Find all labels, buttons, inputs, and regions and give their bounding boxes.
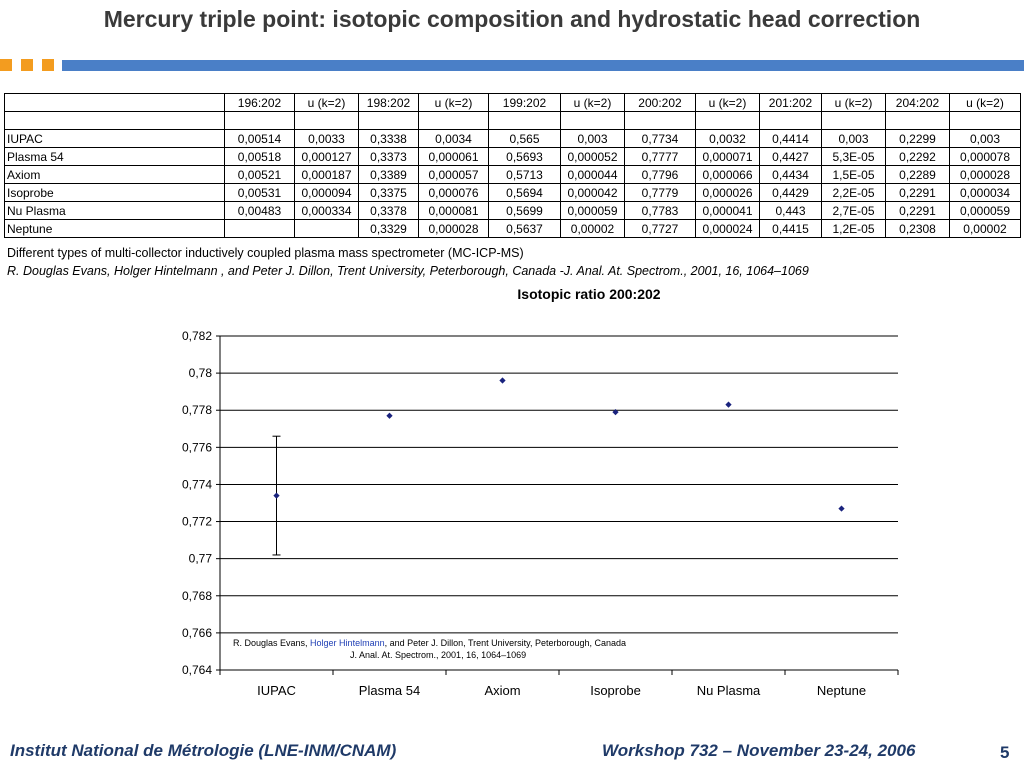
table-cell: 0,000081	[419, 202, 489, 220]
chart-annotation-line2: J. Anal. At. Spectrom., 2001, 16, 1064–1069	[350, 650, 527, 660]
x-tick-label: Nu Plasma	[696, 683, 761, 698]
table-cell: 0,000059	[561, 202, 625, 220]
y-tick-label: 0,774	[181, 477, 212, 492]
table-row	[5, 112, 1021, 130]
table-cell: 0,000057	[419, 166, 489, 184]
isotope-ratio-table	[4, 93, 1021, 238]
y-tick-label: 0,766	[181, 625, 212, 640]
table-cell: 0,2292	[886, 148, 950, 166]
table-cell: 0,000026	[696, 184, 760, 202]
table-cell	[696, 112, 760, 130]
table-cell	[419, 112, 489, 130]
data-point	[386, 413, 392, 419]
table-cell	[561, 112, 625, 130]
table-cell: 0,3338	[359, 130, 419, 148]
table-cell: 0,565	[489, 130, 561, 148]
table-header-cell: u (k=2)	[822, 94, 886, 112]
table-cell	[225, 220, 295, 238]
table-cell: 0,00531	[225, 184, 295, 202]
page-number: 5	[1000, 743, 1010, 762]
y-tick-label: 0,776	[181, 440, 212, 455]
table-header-row	[5, 94, 1021, 112]
table-cell: 0,7796	[625, 166, 696, 184]
table-cell: 0,000034	[950, 184, 1021, 202]
table-cell: 0,5693	[489, 148, 561, 166]
table-cell: 0,0034	[419, 130, 489, 148]
data-point	[838, 505, 844, 511]
table-cell: 0,000078	[950, 148, 1021, 166]
table-cell: 0,3378	[359, 202, 419, 220]
table-cell	[295, 220, 359, 238]
table-cell: 0,003	[950, 130, 1021, 148]
table-cell	[225, 112, 295, 130]
footer-workshop: Workshop 732 – November 23-24, 2006	[602, 741, 916, 760]
table-cell	[822, 112, 886, 130]
table-row	[5, 130, 1021, 148]
table-cell: 0,7779	[625, 184, 696, 202]
table-row-label: IUPAC	[5, 130, 225, 148]
table-cell: 0,7783	[625, 202, 696, 220]
table-cell: 0,003	[561, 130, 625, 148]
table-cell: 0,00518	[225, 148, 295, 166]
table-cell: 0,2299	[886, 130, 950, 148]
data-point	[725, 402, 731, 408]
table-cell: 0,4414	[760, 130, 822, 148]
accent-square	[0, 59, 12, 71]
table-cell: 0,000187	[295, 166, 359, 184]
y-tick-label: 0,764	[181, 663, 212, 677]
table-cell: 0,2289	[886, 166, 950, 184]
table-cell: 0,000061	[419, 148, 489, 166]
table-cell: 0,2291	[886, 184, 950, 202]
table-row-label: Axiom	[5, 166, 225, 184]
table-cell: 0,443	[760, 202, 822, 220]
table-cell: 0,000028	[950, 166, 1021, 184]
table-cell: 0,0033	[295, 130, 359, 148]
table-row-label: Isoprobe	[5, 184, 225, 202]
table-cell: 0,000059	[950, 202, 1021, 220]
data-point	[499, 377, 505, 383]
table-header-cell: 200:202	[625, 94, 696, 112]
table-cell: 0,000052	[561, 148, 625, 166]
table-cell: 0,5637	[489, 220, 561, 238]
table-cell: 0,7727	[625, 220, 696, 238]
x-tick-label: Axiom	[484, 683, 521, 698]
accent-line	[62, 60, 1024, 71]
table-cell: 5,3E-05	[822, 148, 886, 166]
table-cell: 0,4429	[760, 184, 822, 202]
table-cell: 0,5694	[489, 184, 561, 202]
table-cell	[359, 112, 419, 130]
table-row	[5, 184, 1021, 202]
table-cell: 2,2E-05	[822, 184, 886, 202]
table-header-cell: u (k=2)	[950, 94, 1021, 112]
y-tick-label: 0,782	[181, 329, 212, 343]
table-header-cell: 201:202	[760, 94, 822, 112]
table-header-cell: 198:202	[359, 94, 419, 112]
table-cell: 0,000076	[419, 184, 489, 202]
table-row-label: Neptune	[5, 220, 225, 238]
footer-institution: Institut National de Métrologie (LNE-INM/CNAM)	[10, 741, 397, 760]
table-cell: 0,5699	[489, 202, 561, 220]
x-tick-label: Isoprobe	[590, 683, 641, 698]
table-header-cell: 199:202	[489, 94, 561, 112]
data-point	[273, 492, 279, 498]
table-cell: 0,00514	[225, 130, 295, 148]
y-tick-label: 0,78	[188, 366, 212, 381]
table-cell: 2,7E-05	[822, 202, 886, 220]
table-cell	[489, 112, 561, 130]
table-cell: 0,4434	[760, 166, 822, 184]
table-cell: 0,00002	[950, 220, 1021, 238]
y-tick-label: 0,778	[181, 403, 212, 418]
table-cell: 1,2E-05	[822, 220, 886, 238]
table-cell: 0,00002	[561, 220, 625, 238]
table-cell	[295, 112, 359, 130]
table-row	[5, 220, 1021, 238]
source-note: Different types of multi-collector inductively coupled plasma mass spectrometer (MC-ICP-MS)	[7, 246, 524, 260]
table-cell	[886, 112, 950, 130]
table-row	[5, 148, 1021, 166]
y-tick-label: 0,772	[181, 514, 212, 529]
table-row	[5, 202, 1021, 220]
x-tick-label: Neptune	[816, 683, 867, 698]
table-cell: 0,3389	[359, 166, 419, 184]
table-cell: 0,00483	[225, 202, 295, 220]
chart-title: Isotopic ratio 200:202	[517, 286, 661, 302]
annotation-author: R. Douglas Evans,	[233, 638, 311, 648]
table-cell: 0,000071	[696, 148, 760, 166]
title-accent-bar	[0, 59, 1024, 71]
table-cell	[760, 112, 822, 130]
table-cell: 0,3375	[359, 184, 419, 202]
table-cell: 0,000024	[696, 220, 760, 238]
table-header-cell: u (k=2)	[696, 94, 760, 112]
table-row-label	[5, 112, 225, 130]
table-cell: 0,000042	[561, 184, 625, 202]
annotation-author-highlight: Holger Hintelmann	[310, 638, 385, 648]
x-tick-label: IUPAC	[257, 683, 296, 698]
table-cell: 0,4427	[760, 148, 822, 166]
table-cell: 0,3329	[359, 220, 419, 238]
table-cell: 0,2308	[886, 220, 950, 238]
table-cell: 0,000094	[295, 184, 359, 202]
table-row-label: Nu Plasma	[5, 202, 225, 220]
table-cell: 0,000028	[419, 220, 489, 238]
table-cell: 0,3373	[359, 148, 419, 166]
table-row-label: Plasma 54	[5, 148, 225, 166]
table-cell: 0,0032	[696, 130, 760, 148]
accent-square	[21, 59, 33, 71]
table-cell: 0,000334	[295, 202, 359, 220]
table-header-cell: u (k=2)	[295, 94, 359, 112]
table-cell: 0,003	[822, 130, 886, 148]
table-row	[5, 166, 1021, 184]
y-tick-label: 0,768	[181, 588, 212, 603]
accent-square	[42, 59, 54, 71]
table-cell: 0,7734	[625, 130, 696, 148]
table-cell	[950, 112, 1021, 130]
table-header-cell	[5, 94, 225, 112]
table-cell: 0,7777	[625, 148, 696, 166]
table-cell: 0,2291	[886, 202, 950, 220]
annotation-rest: , and Peter J. Dillon, Trent University, Peterborough, Canada	[384, 638, 627, 648]
source-citation: R. Douglas Evans, Holger Hintelmann , and Peter J. Dillon, Trent University, Peterborough, Canada -J. Anal. At. Spectrom., 2001, 16, 1064–1069	[7, 264, 809, 278]
isotopic-ratio-chart	[0, 280, 1024, 710]
table-cell: 0,000041	[696, 202, 760, 220]
table-cell: 0,000127	[295, 148, 359, 166]
table-cell: 0,5713	[489, 166, 561, 184]
chart-annotation-line1	[233, 638, 626, 648]
table-cell: 0,000044	[561, 166, 625, 184]
slide-title: Mercury triple point: isotopic composition and hydrostatic head correction	[103, 6, 921, 32]
table-cell: 1,5E-05	[822, 166, 886, 184]
table-cell: 0,000066	[696, 166, 760, 184]
x-tick-label: Plasma 54	[358, 683, 421, 698]
table-cell: 0,00521	[225, 166, 295, 184]
table-cell: 0,4415	[760, 220, 822, 238]
table-header-cell: 204:202	[886, 94, 950, 112]
table-header-cell: 196:202	[225, 94, 295, 112]
table-cell	[625, 112, 696, 130]
table-header-cell: u (k=2)	[419, 94, 489, 112]
y-tick-label: 0,77	[188, 551, 212, 566]
table-header-cell: u (k=2)	[561, 94, 625, 112]
